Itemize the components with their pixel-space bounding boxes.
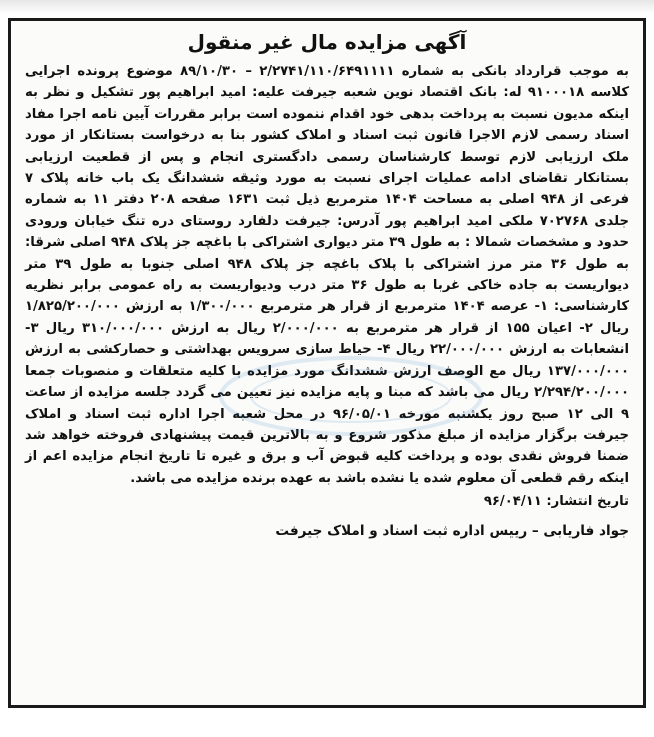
- notice-title: آگهی مزایده مال غیر منقول: [187, 30, 467, 54]
- notice-body-text: به موجب قرارداد بانکی به شماره ۲/۲۷۴۱/۱۱۰/۶۴۹۱۱۱۱ – ۸۹/۱۰/۳۰ موضوع پرونده اجرایی کلاسه ۹۱۰۰۰۱۸ له: بانک اقتصاد نوین شعبه جیرفت علیه: امید ابراهیم پور تشکیل و نظر به اینکه مدیون نسبت به پرداخت بدهی خود اقدام ننموده است برابر مقررات آیین نامه اجرا مفاد اسناد رسمی لازم الاجرا قانون ثبت اسناد و املاک کشور بنا به درخواست بستانکار از مورد ملک ارزیابی لازم توسط کارشناسان رسمی دادگستری انجام و پس از قطعیت ارزیابی بستانکار تقاضای ادامه عملیات اجرای نسبت به مورد وثیقه ششدانگ یک باب خانه پلاک ۷ فرعی از ۹۴۸ اصلی به مساحت ۱۴۰۴ مترمربع ذیل ثبت ۱۶۳۱ صفحه ۲۰۸ دفتر ۱۱ به شماره جلدی ۷۰۲۷۶۸ ملکی امید ابراهیم پور آدرس: جیرفت دلفارد روستای دره تنگ خیابان ورودی حدود و مشخصات شمالا : به طول ۳۹ متر دیواری اشتراکی با باغچه جز پلاک ۹۴۸ اصلی شرقا: به طول ۳۶ متر مرز اشتراکی با پلاک باغچه جز پلاک ۹۴۸ اصلی جنوبا به طول ۳۹ متر دیواریست به جاده خاکی غربا به طول ۳۶ متر درب ودیواریست به راه عمومی برابر نظریه کارشناسی: ۱- عرصه ۱۴۰۴ مترمربع از قرار هر مترمربع ۱/۳۰۰/۰۰۰ به ارزش ۱/۸۲۵/۲۰۰/۰۰۰ ریال ۲- اعیان ۱۵۵ از قرار هر مترمربع به ۲/۰۰۰/۰۰۰ ریال به ارزش ۳۱۰/۰۰۰/۰۰۰ ریال ۳- انشعابات به ارزش ۲۲/۰۰۰/۰۰۰ ریال ۴- حیاط سازی سرویس بهداشتی و حصارکشی به ارزش ۱۳۷/۰۰۰/۰۰۰ ریال مع الوصف ارزش ششدانگ مورد مزایده با کلیه متعلقات و منصوبات جمعا ۲/۲۹۴/۲۰۰/۰۰۰ ریال می باشد که مبنا و پایه مزایده نیز تعیین می گردد جلسه مزایده از ساعت ۹ الی ۱۲ صبح روز یکشنبه مورخه ۹۶/۰۵/۰۱ در محل شعبه اجرا اداره ثبت اسناد و املاک جیرفت برگزار مزایده از مبلغ مذکور شروع و به بالاترین قیمت پیشنهادی فروخته خواهد شد ضمنا فروش نقدی بوده و پرداخت کلیه قبوض آب و برق و غیره تا تاریخ انجام مزایده اعم از اینکه رقم قطعی آن معلوم شده یا نشده باشد به عهده برنده مزایده می باشد.: [25, 64, 630, 486]
- signature-line: جواد فاریابی – رییس اداره ثبت اسناد و املاک جیرفت: [275, 523, 629, 540]
- scan-top-edge: [0, 0, 654, 14]
- publication-date: تاریخ انتشار: ۹۶/۰۴/۱۱: [483, 494, 629, 510]
- auction-notice-box: [8, 18, 646, 708]
